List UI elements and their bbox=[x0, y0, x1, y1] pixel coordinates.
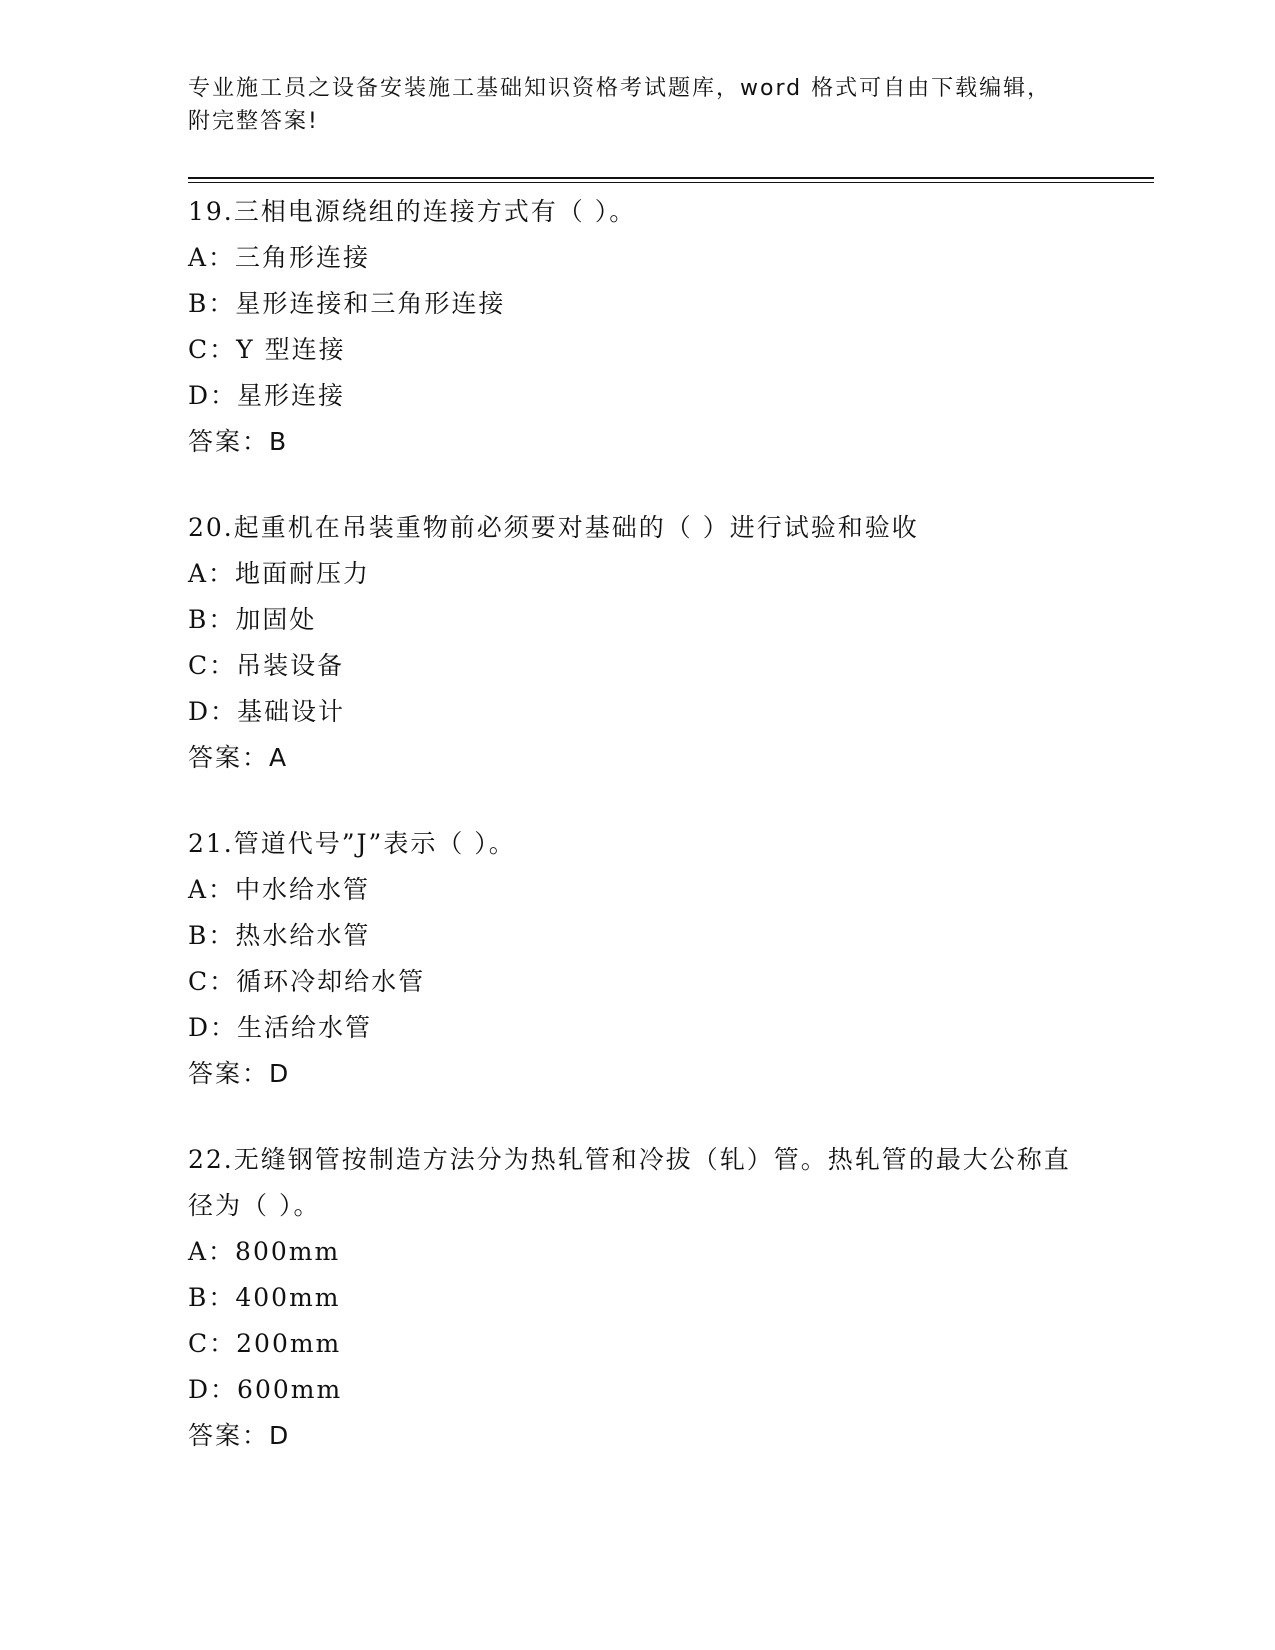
option-b: B：加固处 bbox=[188, 605, 317, 634]
option-b: B：400mm bbox=[188, 1283, 341, 1312]
question-title: 21.管道代号”J”表示（ ）。 bbox=[188, 829, 516, 858]
option-c: C：循环冷却给水管 bbox=[188, 967, 426, 996]
option-a: A：中水给水管 bbox=[188, 875, 371, 904]
option-d: D：基础设计 bbox=[188, 697, 346, 726]
question-list bbox=[188, 189, 1088, 1499]
option-c: C：200mm bbox=[188, 1329, 342, 1358]
option-d: D：600mm bbox=[188, 1375, 343, 1404]
option-c: C：Y 型连接 bbox=[188, 335, 346, 364]
question-21 bbox=[188, 821, 1088, 1097]
answer-line: 答案：A bbox=[188, 743, 289, 772]
answer-line: 答案：D bbox=[188, 1421, 291, 1450]
option-a: A：地面耐压力 bbox=[188, 559, 371, 588]
document-header bbox=[188, 72, 1088, 138]
answer-line: 答案：B bbox=[188, 427, 289, 456]
option-a: A：800mm bbox=[188, 1237, 341, 1266]
header-line-2: 附完整答案! bbox=[188, 109, 319, 134]
option-b: B：热水给水管 bbox=[188, 921, 371, 950]
option-b: B：星形连接和三角形连接 bbox=[188, 289, 506, 318]
option-a: A：三角形连接 bbox=[188, 243, 371, 272]
option-c: C：吊装设备 bbox=[188, 651, 345, 680]
header-line-1: 专业施工员之设备安装施工基础知识资格考试题库，word 格式可自由下载编辑， bbox=[188, 76, 1052, 101]
question-20 bbox=[188, 505, 1088, 781]
header-divider-thin bbox=[188, 182, 1154, 183]
option-d: D：生活给水管 bbox=[188, 1013, 373, 1042]
answer-line: 答案：D bbox=[188, 1059, 291, 1088]
question-title: 22.无缝钢管按制造方法分为热轧管和冷拔（轧）管。热轧管的最大公称直径为（ ）。 bbox=[188, 1145, 1071, 1220]
question-title: 19.三相电源绕组的连接方式有（ ）。 bbox=[188, 197, 637, 226]
question-title: 20.起重机在吊装重物前必须要对基础的（ ）进行试验和验收 bbox=[188, 513, 919, 542]
header-divider-thick bbox=[188, 177, 1154, 179]
question-19 bbox=[188, 189, 1088, 465]
question-22 bbox=[188, 1137, 1088, 1459]
option-d: D：星形连接 bbox=[188, 381, 346, 410]
